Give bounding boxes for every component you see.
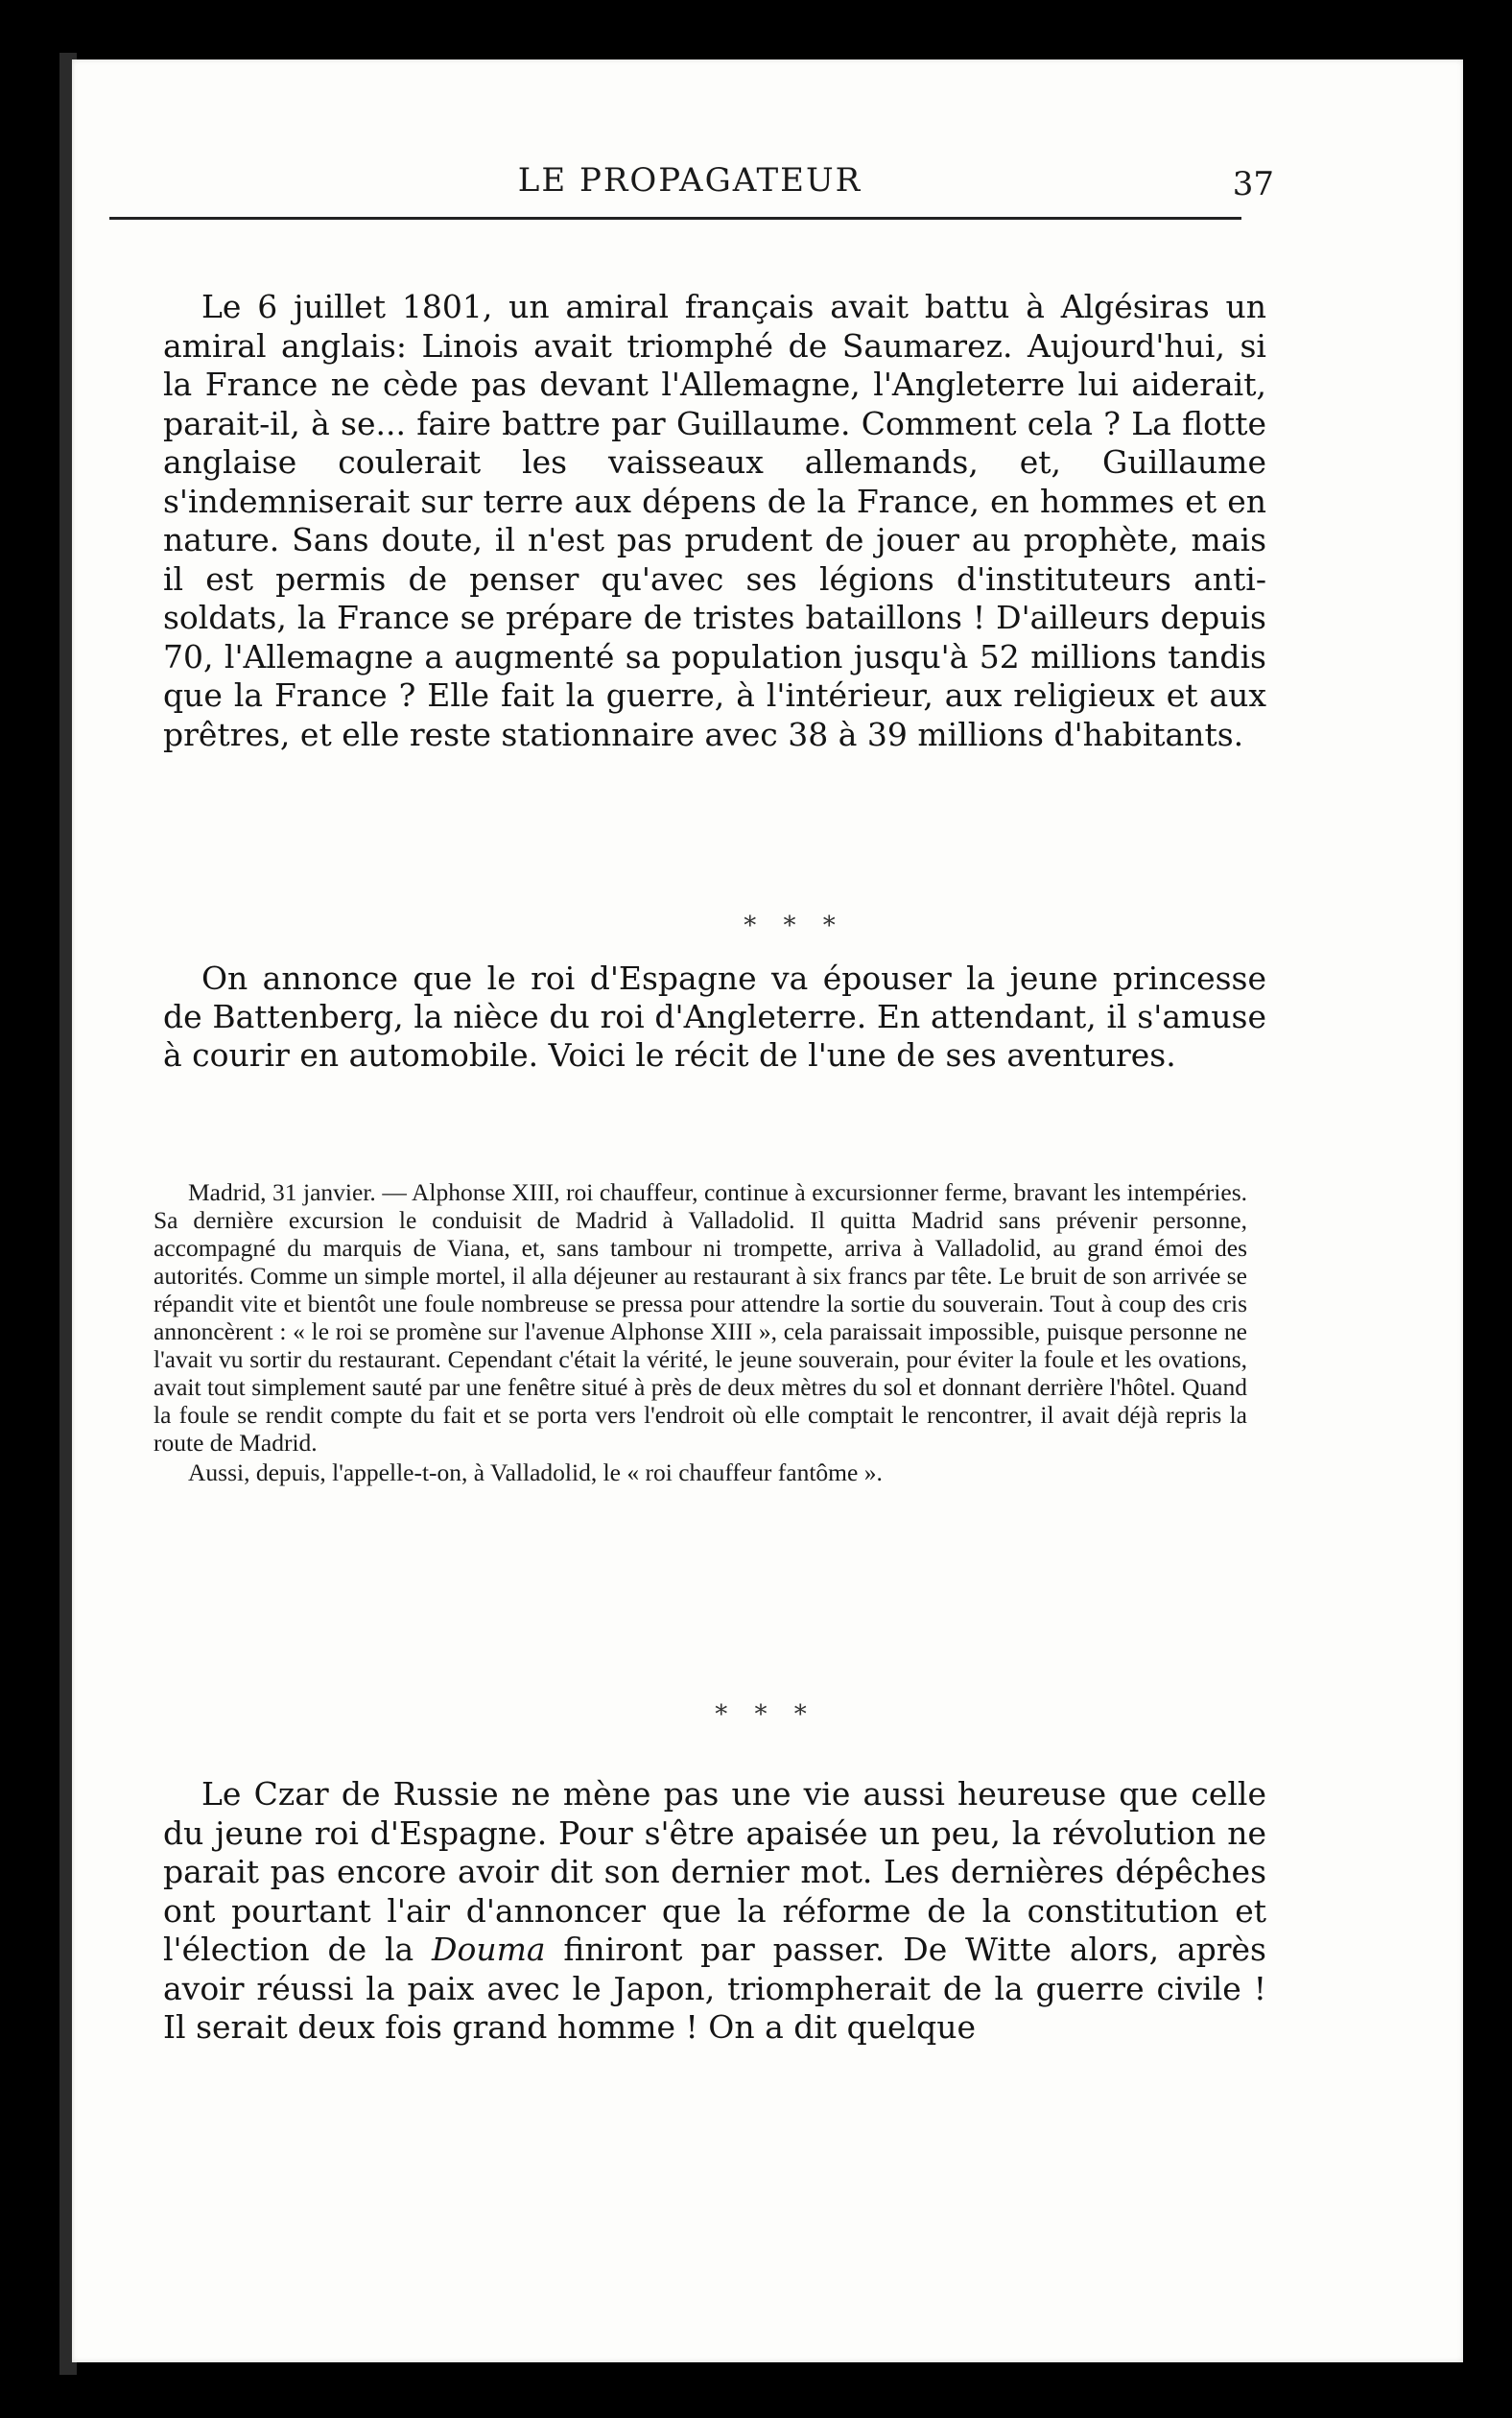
quote-paragraph: Madrid, 31 janvier. — Alphonse XIII, roi chauffeur, continue à excursionner ferme, bravant les intempéries. Sa dernière excursion le conduisit de Madrid à Valladolid. Il quitta Madrid sans prévenir personne, accompagné du marquis de Viana, et, sans tambour ni trompette, arriva à Valladolid, au grand émoi des autorités. Comme un simple mortel, il alla déjeuner au restaurant à six francs par tête. Le bruit de son arrivée se répandit vite et bientôt une foule nombreuse se pressa pour attendre la sortie du souverain. Tout à coup des cris annoncèrent : « le roi se promène sur l'avenue Alphonse XIII », cela paraissait impossible, puisque personne ne l'avait vu sortir du restaurant. Cependant c'était la vérité, le jeune souverain, pour éviter la foule et les ovations, avait tout simplement sauté par une fenêtre situé à près de deux mètres du sol et donnant derrière l'hôtel. Quand la foule se rendit compte du fait et se porta vers l'endroit où elle comptait le rencontrer, il avait déjà repris la route de Madrid. — [154, 1178, 1247, 1457]
section-separator: * * * — [715, 1700, 816, 1729]
page-header — [109, 161, 1274, 221]
running-title: LE PROPAGATEUR — [517, 161, 862, 200]
news-quote — [154, 1178, 1247, 1486]
paragraph-amiral-text: Le 6 juillet 1801, un amiral français avait battu à Algésiras un amiral anglais: Linois avait triomphé de Saumarez. Aujourd'hui, si la France ne cède pas devant l'Allemagne, l'Angleterre lui aiderait, parait-il, à se... faire battre par Guillaume. Comment cela ? La flotte anglaise coulerait les vaisseaux allemands, et, Guillaume s'indemniserait sur terre aux dépens de la France, en hommes et en nature. Sans doute, il n'est pas prudent de jouer au prophète, mais il est permis de penser qu'avec ses légions d'instituteurs anti-soldats, la France se prépare de tristes bataillons ! D'ailleurs depuis 70, l'Allemagne a augmenté sa population jusqu'à 52 millions tandis que la France ? Elle fait la guerre, à l'intérieur, aux religieux et aux prêtres, et elle reste stationnaire avec 38 à 39 millions d'habitants. — [163, 288, 1266, 753]
paragraph-roi-espagne — [163, 960, 1266, 1075]
header-rule — [109, 217, 1241, 220]
paragraph-czar-text — [163, 1775, 1266, 2048]
paragraph-roi-espagne-text: On annonce que le roi d'Espagne va épouser la jeune princesse de Battenberg, la nièce du roi d'Angleterre. En attendant, il s'amuse à courir en automobile. Voici le récit de l'une de ses aventures. — [163, 960, 1266, 1074]
czar-text-start: Le Czar de Russie ne mène pas une vie aussi heureuse que celle du jeune roi d'Espagne. Pour s'être apaisée un peu, la révolution ne parait pas encore avoir dit son dernier mot. Les dernières dépêches ont pourtant l'air d'annoncer que la réforme de la constitution et l'élection de la — [163, 1775, 1266, 1968]
paragraph-czar — [163, 1775, 1266, 2048]
page-number: 37 — [1232, 165, 1274, 203]
section-separator: * * * — [744, 912, 845, 940]
douma-italic: Douma — [432, 1931, 546, 1968]
paragraph-amiral — [163, 288, 1266, 754]
quote-paragraph: Aussi, depuis, l'appelle-t-on, à Valladolid, le « roi chauffeur fantôme ». — [188, 1458, 883, 1486]
czar-text-end: finiront par passer. De Witte alors, après avoir réussi la paix avec le Japon, triompherait de la guerre civile ! Il serait deux fois grand homme ! On a dit quelque — [163, 1931, 1266, 2046]
